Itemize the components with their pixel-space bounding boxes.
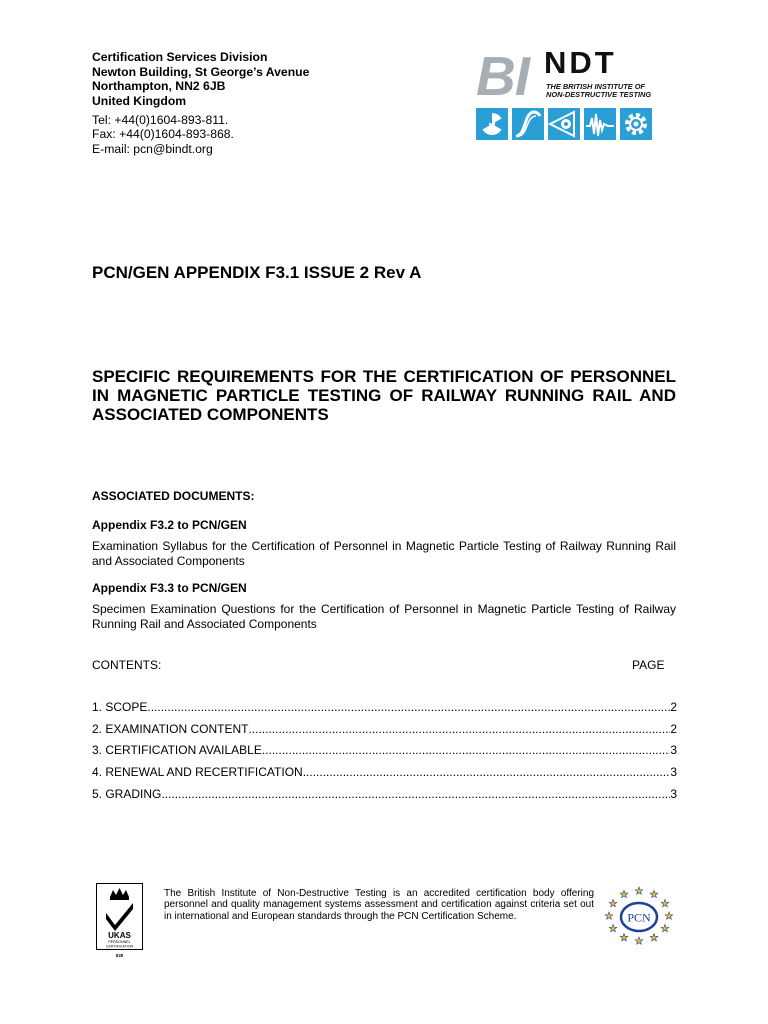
address-line: Northampton, NN2 6JB [92, 79, 226, 94]
toc-entry-page: 2 [670, 700, 677, 714]
logo-bi-text: BI [476, 45, 529, 107]
contact-block [92, 113, 234, 156]
wave-icon [512, 108, 544, 140]
star-icon [650, 934, 658, 941]
logo-subtitle-line: THE BRITISH INSTITUTE OF [546, 82, 645, 91]
address-block [92, 50, 309, 108]
radiation-icon [476, 108, 508, 140]
contents-heading: CONTENTS: [92, 658, 162, 672]
logo-icon-strip [476, 108, 686, 140]
telephone: Tel: +44(0)1604-893-811. [92, 113, 229, 127]
star-icon [635, 887, 643, 894]
star-icon [620, 934, 628, 941]
toc-entry[interactable] [92, 787, 677, 801]
star-icon [609, 900, 617, 907]
toc-entry[interactable] [92, 765, 677, 779]
star-icon [609, 925, 617, 932]
toc-entry-title: 2. EXAMINATION CONTENT [92, 721, 249, 736]
toc-entry-title: 5. GRADING [92, 786, 162, 801]
pcn-label: PCN [627, 910, 651, 925]
star-icon [635, 937, 643, 944]
associated-doc-description: Specimen Examination Questions for the Certification of Personnel in Magnetic Particle Testing of Railway Running Rail and Associated Components [92, 602, 676, 631]
fax: Fax: +44(0)1604-893-868. [92, 127, 234, 142]
ukas-number: 030 [115, 953, 124, 958]
associated-doc-title: Appendix F3.2 to PCN/GEN [92, 518, 247, 532]
logo-subtitle-line: NON-DESTRUCTIVE TESTING [546, 90, 652, 99]
ukas-logo [96, 883, 143, 959]
document-id: PCN/GEN APPENDIX F3.1 ISSUE 2 Rev A [92, 263, 422, 282]
associated-doc-description: Examination Syllabus for the Certification of Personnel in Magnetic Particle Testing of Railway Running Rail and Associated Components [92, 539, 676, 568]
address-line: Newton Building, St George’s Avenue [92, 64, 310, 79]
associated-documents-heading: ASSOCIATED DOCUMENTS: [92, 489, 255, 503]
star-icon [605, 912, 613, 919]
footer-accreditation-text: The British Institute of Non-Destructive Testing is an accredited certification body offering personnel and quality management systems assessment and certification against criteria set out in international and European standards through the PCN Certification Scheme. [164, 888, 594, 922]
gear-icon [620, 108, 652, 140]
ukas-sub: CERTIFICATION [105, 944, 134, 949]
star-icon [661, 925, 669, 932]
ukas-sub: PERSONNEL [108, 940, 131, 944]
logo-subtitle [546, 83, 651, 99]
toc-entry-title: 1. SCOPE [92, 700, 148, 714]
toc-entry[interactable] [92, 700, 677, 714]
bindt-logo [476, 45, 686, 148]
toc-leader [248, 722, 670, 736]
toc-entry-title: 3. CERTIFICATION AVAILABLE [92, 743, 262, 758]
pcn-logo [603, 884, 675, 948]
toc-leader [161, 787, 670, 801]
toc-leader [303, 765, 671, 779]
email: E-mail: pcn@bindt.org [92, 141, 213, 156]
address-line: United Kingdom [92, 93, 187, 108]
toc-entry-page: 3 [670, 786, 677, 801]
document-title: SPECIFIC REQUIREMENTS FOR THE CERTIFICATION OF PERSONNEL IN MAGNETIC PARTICLE TESTING OF RAILWAY RUNNING RAIL AND ASSOCIATED COMPONENTS [92, 367, 676, 424]
toc-entry-title: 4. RENEWAL AND RECERTIFICATION [92, 765, 303, 780]
associated-doc-title: Appendix F3.3 to PCN/GEN [92, 581, 247, 595]
star-icon [665, 912, 673, 919]
toc-entry[interactable] [92, 722, 677, 736]
toc-leader [147, 700, 670, 714]
toc-entry-page: 2 [670, 721, 677, 736]
toc-entry-page: 3 [670, 765, 677, 780]
toc-leader [262, 743, 670, 757]
page-heading: PAGE [632, 658, 665, 672]
ukas-label: UKAS [108, 931, 131, 940]
table-of-contents [92, 700, 677, 808]
eye-icon [548, 108, 580, 140]
star-icon [661, 900, 669, 907]
toc-entry-page: 3 [670, 743, 677, 758]
address-line: Certification Services Division [92, 50, 268, 64]
signal-icon [584, 108, 616, 140]
logo-ndt-text: NDT [544, 45, 617, 80]
star-icon [620, 890, 628, 897]
star-icon [650, 890, 658, 897]
toc-entry[interactable] [92, 743, 677, 757]
